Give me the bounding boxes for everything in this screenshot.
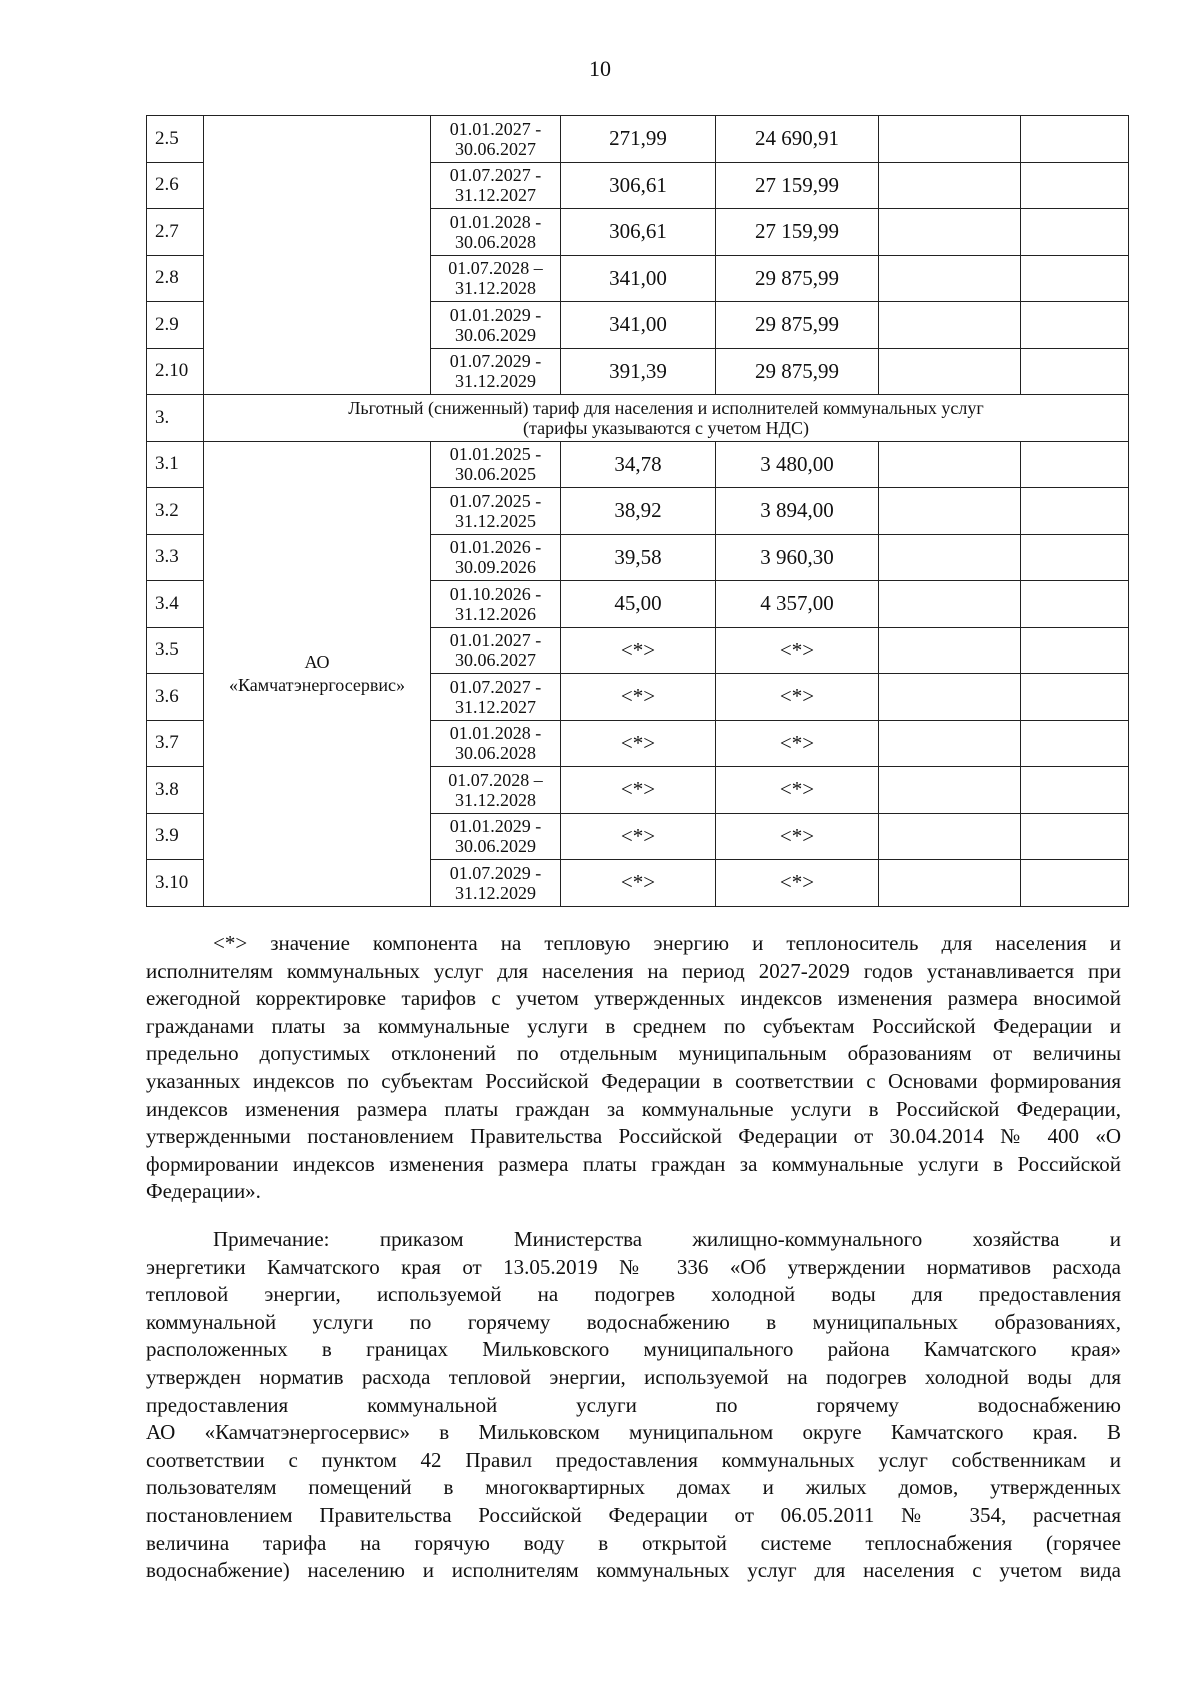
tariff-value: <*> xyxy=(561,627,716,674)
empty-cell xyxy=(879,534,1021,581)
empty-cell xyxy=(879,209,1021,256)
rate-value: 3 480,00 xyxy=(716,441,879,488)
period-end: 31.12.2029 xyxy=(455,882,536,903)
empty-cell xyxy=(1021,581,1129,628)
table-row xyxy=(147,116,1129,163)
rate-value: 4 357,00 xyxy=(716,581,879,628)
period-start: 01.07.2027 - xyxy=(449,165,542,186)
period-start: 01.01.2026 - xyxy=(449,537,542,558)
empty-cell xyxy=(1021,209,1129,256)
empty-cell xyxy=(1021,488,1129,535)
empty-cell xyxy=(879,767,1021,814)
period-end: 31.12.2027 xyxy=(455,185,536,206)
period-cell xyxy=(431,209,561,256)
row-number: 3.3 xyxy=(147,534,204,581)
empty-cell xyxy=(1021,534,1129,581)
empty-cell xyxy=(879,581,1021,628)
text-line: утвержденными постановлением Правительства Российской Федерации от 30.04.2014 № 400 «О xyxy=(146,1124,1121,1149)
row-number: 3.1 xyxy=(147,441,204,488)
period-end: 31.12.2028 xyxy=(455,278,536,299)
period-cell xyxy=(431,581,561,628)
tariff-value: 391,39 xyxy=(561,348,716,395)
period-cell xyxy=(431,813,561,860)
period-cell xyxy=(431,441,561,488)
rate-value: 24 690,91 xyxy=(716,116,879,163)
period-start: 01.01.2027 - xyxy=(449,630,542,651)
empty-cell xyxy=(1021,813,1129,860)
period-cell xyxy=(431,674,561,721)
period-start: 01.07.2029 - xyxy=(449,351,542,372)
empty-cell xyxy=(879,302,1021,349)
period-end: 30.06.2027 xyxy=(455,650,536,671)
tariff-value: 34,78 xyxy=(561,441,716,488)
period-start: 01.01.2027 - xyxy=(449,118,542,139)
period-start: 01.07.2029 - xyxy=(449,862,542,883)
rate-value: 27 159,99 xyxy=(716,162,879,209)
text-line: предельно допустимых отклонений по отдельным муниципальным образованиям от величины xyxy=(146,1041,1121,1066)
row-number: 3.10 xyxy=(147,860,204,907)
row-number: 3.7 xyxy=(147,720,204,767)
row-number: 2.8 xyxy=(147,255,204,302)
empty-cell xyxy=(1021,302,1129,349)
period-end: 30.06.2029 xyxy=(455,324,536,345)
empty-cell xyxy=(1021,348,1129,395)
text-line: водоснабжение) населению и исполнителям коммунальных услуг для населения с учетом вида xyxy=(146,1558,1121,1583)
period-cell xyxy=(431,302,561,349)
text-line: гражданами платы за коммунальные услуги в среднем по субъектам Российской Федерации и xyxy=(146,1013,1121,1038)
empty-cell xyxy=(879,441,1021,488)
period-end: 30.06.2025 xyxy=(455,464,536,485)
page-number: 10 xyxy=(589,56,611,81)
period-cell xyxy=(431,767,561,814)
empty-cell xyxy=(1021,441,1129,488)
period-cell xyxy=(431,348,561,395)
period-cell xyxy=(431,116,561,163)
text-line: формировании индексов изменения размера платы граждан за коммунальные услуги в Российской xyxy=(146,1151,1121,1176)
row-number: 3.2 xyxy=(147,488,204,535)
row-number: 3.5 xyxy=(147,627,204,674)
row-number: 3.4 xyxy=(147,581,204,628)
period-end: 30.06.2029 xyxy=(455,836,536,857)
period-cell xyxy=(431,627,561,674)
tariff-value: <*> xyxy=(561,860,716,907)
period-end: 31.12.2029 xyxy=(455,371,536,392)
empty-cell xyxy=(1021,767,1129,814)
tariff-value: <*> xyxy=(561,767,716,814)
empty-cell xyxy=(1021,255,1129,302)
period-start: 01.07.2025 - xyxy=(449,490,542,511)
rate-value: <*> xyxy=(716,627,879,674)
section-number: 3. xyxy=(147,395,204,442)
period-cell xyxy=(431,255,561,302)
tariff-value: <*> xyxy=(561,813,716,860)
tariff-value: 271,99 xyxy=(561,116,716,163)
text-line: исполнителям коммунальных услуг для населения на период 2027-2029 годов устанавливается при xyxy=(146,958,1121,983)
empty-cell xyxy=(879,116,1021,163)
empty-cell xyxy=(1021,116,1129,163)
text-line: коммунальной услуги по горячему водоснабжению в муниципальных образованиях, xyxy=(146,1309,1121,1334)
text-line: Примечание: приказом Министерства жилищно-коммунального хозяйства и xyxy=(213,1227,1121,1251)
tariff-value: 45,00 xyxy=(561,581,716,628)
period-end: 31.12.2028 xyxy=(455,789,536,810)
text-line: энергетики Камчатского края от 13.05.2019 № 336 «Об утверждении нормативов расхода xyxy=(146,1254,1121,1279)
text-line: тепловой энергии, используемой на подогрев холодной воды для предоставления xyxy=(146,1282,1121,1307)
text-line: соответствии с пунктом 42 Правил предоставления коммунальных услуг собственникам и xyxy=(146,1447,1121,1472)
period-end: 31.12.2025 xyxy=(455,510,536,531)
period-start: 01.01.2028 - xyxy=(449,211,542,232)
table-row xyxy=(147,441,1129,488)
rate-value: 29 875,99 xyxy=(716,302,879,349)
period-cell xyxy=(431,860,561,907)
footnote-paragraph xyxy=(146,930,1121,1206)
rate-value: 29 875,99 xyxy=(716,348,879,395)
empty-cell xyxy=(1021,674,1129,721)
period-end: 30.09.2026 xyxy=(455,557,536,578)
rate-value: <*> xyxy=(716,674,879,721)
organization-cell xyxy=(204,116,431,395)
empty-cell xyxy=(1021,860,1129,907)
rate-value: <*> xyxy=(716,860,879,907)
tariff-value: 306,61 xyxy=(561,209,716,256)
rate-value: <*> xyxy=(716,813,879,860)
period-cell xyxy=(431,534,561,581)
empty-cell xyxy=(879,348,1021,395)
period-start: 01.01.2028 - xyxy=(449,723,542,744)
empty-cell xyxy=(879,674,1021,721)
period-end: 31.12.2026 xyxy=(455,603,536,624)
period-start: 01.01.2029 - xyxy=(449,304,542,325)
period-start: 01.07.2028 – xyxy=(448,769,543,790)
tariff-value: 306,61 xyxy=(561,162,716,209)
period-start: 01.07.2028 – xyxy=(448,258,543,279)
empty-cell xyxy=(1021,720,1129,767)
text-line: указанных индексов по субъектам Российской Федерации в соответствии с Основами формирования xyxy=(146,1068,1121,1093)
empty-cell xyxy=(879,860,1021,907)
period-start: 01.10.2026 - xyxy=(449,583,542,604)
period-cell xyxy=(431,488,561,535)
text-line: пользователям помещений в многоквартирных домах и жилых домов, утвержденных xyxy=(146,1475,1121,1500)
tariff-value: 39,58 xyxy=(561,534,716,581)
empty-cell xyxy=(1021,162,1129,209)
organization-cell xyxy=(204,441,431,906)
period-end: 30.06.2028 xyxy=(455,231,536,252)
period-cell xyxy=(431,162,561,209)
row-number: 2.10 xyxy=(147,348,204,395)
period-start: 01.01.2025 - xyxy=(449,444,542,465)
empty-cell xyxy=(879,813,1021,860)
period-start: 01.01.2029 - xyxy=(449,816,542,837)
note-paragraph xyxy=(146,1226,1121,1585)
organization-name: АО xyxy=(304,651,330,672)
rate-value: <*> xyxy=(716,720,879,767)
rate-value: <*> xyxy=(716,767,879,814)
text-line: постановлением Правительства Российской Федерации от 06.05.2011 № 354, расчетная xyxy=(146,1502,1121,1527)
period-cell xyxy=(431,720,561,767)
period-end: 31.12.2027 xyxy=(455,696,536,717)
tariff-table xyxy=(146,115,1129,907)
empty-cell xyxy=(879,488,1021,535)
tariff-value: <*> xyxy=(561,720,716,767)
tariff-value: <*> xyxy=(561,674,716,721)
row-number: 2.6 xyxy=(147,162,204,209)
row-number: 2.5 xyxy=(147,116,204,163)
tariff-value: 341,00 xyxy=(561,255,716,302)
section-title-line: Льготный (сниженный) тариф для населения и исполнителей коммунальных услуг xyxy=(348,397,984,418)
empty-cell xyxy=(1021,627,1129,674)
period-start: 01.07.2027 - xyxy=(449,676,542,697)
text-line: АО «Камчатэнергосервис» в Мильковском муниципальном округе Камчатского края. В xyxy=(146,1420,1121,1445)
section-title xyxy=(204,395,1129,442)
empty-cell xyxy=(879,255,1021,302)
tariff-value: 341,00 xyxy=(561,302,716,349)
rate-value: 27 159,99 xyxy=(716,209,879,256)
row-number: 2.7 xyxy=(147,209,204,256)
tariff-value: 38,92 xyxy=(561,488,716,535)
text-line: <*> значение компонента на тепловую энергию и теплоноситель для населения и xyxy=(213,931,1121,955)
empty-cell xyxy=(879,720,1021,767)
empty-cell xyxy=(879,627,1021,674)
section-row xyxy=(147,395,1129,442)
rate-value: 3 894,00 xyxy=(716,488,879,535)
row-number: 3.6 xyxy=(147,674,204,721)
text-line: утвержден норматив расхода тепловой энергии, используемой на подогрев холодной воды для xyxy=(146,1364,1121,1389)
row-number: 3.9 xyxy=(147,813,204,860)
period-end: 30.06.2028 xyxy=(455,743,536,764)
empty-cell xyxy=(879,162,1021,209)
text-line: предоставления коммунальной услуги по горячему водоснабжению xyxy=(146,1392,1121,1417)
row-number: 3.8 xyxy=(147,767,204,814)
section-title-line: (тарифы указываются с учетом НДС) xyxy=(523,417,809,438)
text-line: величина тарифа на горячую воду в открытой системе теплоснабжения (горячее xyxy=(146,1530,1121,1555)
text-line: ежегодной корректировке тарифов с учетом утвержденных индексов изменения размера вносимой xyxy=(146,986,1121,1011)
organization-name: «Камчатэнергосервис» xyxy=(228,674,406,695)
text-line: индексов изменения размера платы граждан за коммунальные услуги в Российской Федерации, xyxy=(146,1096,1121,1121)
text-line: расположенных в границах Мильковского муниципального района Камчатского края» xyxy=(146,1337,1121,1362)
rate-value: 3 960,30 xyxy=(716,534,879,581)
text-line: Федерации». xyxy=(146,1179,261,1204)
period-end: 30.06.2027 xyxy=(455,138,536,159)
row-number: 2.9 xyxy=(147,302,204,349)
rate-value: 29 875,99 xyxy=(716,255,879,302)
